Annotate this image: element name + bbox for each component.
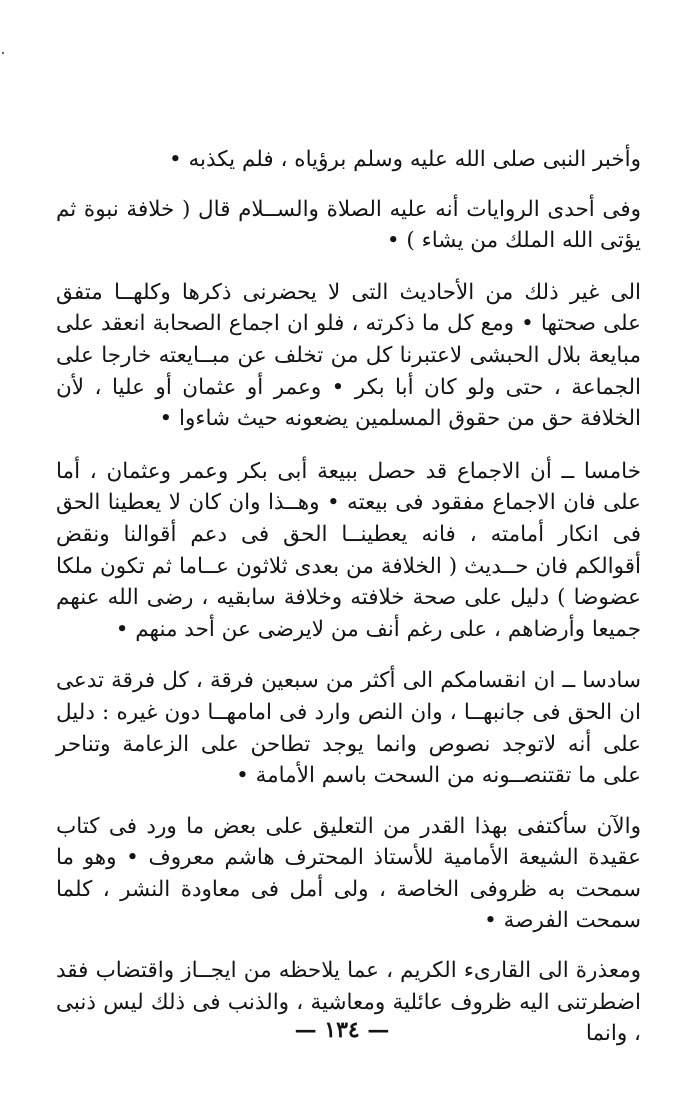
paragraph-7: ومعذرة الى القارىء الكريم ، عما يلاحظه من ايجــاز واقتضاب فقد اضطرتنى اليه ظروف عائلية ومعاشية ، والذنب فى ذلك ليس ذنبى ، وانما [56,958,641,1047]
paragraph-1: وأخبر النبى صلى الله عليه وسلم برؤياه ، فلم يكذبه • [168,147,641,172]
paragraph-5: سادسا ــ ان انقسامكم الى أكثر من سبعين فرقة ، كل فرقة تدعى ان الحق فى جانبهــا ، وان النص وارد فى امامهــا دون غيره : دليل على أنه لاتوجد نصوص وانما يوجد تطاحن على الزعامة وتناحر على ما تقتنصــونه من السحت باسم الأمامة • [56,668,641,789]
scan-speck [2,52,4,54]
paragraph-6: والآن سأكتفى بهذا القدر من التعليق على بعض ما ورد فى كتاب عقيدة الشيعة الأمامية للأستاذ المحترف هاشم معروف • وهو ما سمحت به ظروفى الخاصة ، ولى أمل فى معاودة النشر ، كلما سمحت الفرصة • [56,813,641,934]
paragraph-3: الى غير ذلك من الأحاديث التى لا يحضرنى ذكرها وكلهــا متفق على صحتها • ومع كل ما ذكرته ، فلو ان اجماع الصحابة انعقد على مبايعة بلال الحبشى لاعتبرنا كل من تخلف عن مبــايعته خارجا على الجماعة ، حتى ولو كان أبا بكر • وعمر أو عثمان أو عليا ، لأن الخلافة حق من حقوق المسلمين يضعونه حيث شاءوا • [56,279,641,432]
paragraph-2: وفى أحدى الروايات أنه عليه الصلاة والســلام قال ( خلافة نبوة ثم يؤتى الله الملك من يشاء ) • [56,196,641,254]
body-text [56,144,641,1070]
page-number: — ١٣٤ — [294,1017,390,1043]
paragraph-4: خامسا ــ أن الاجماع قد حصل ببيعة أبى بكر وعمر وعثمان ، أما على فان الاجماع مفقود فى بيعته • وهــذا وان كان لا يعطينا الحق فى انكار أمامته ، فانه يعطينــا الحق فى دعم أقوالنا ونقض أقوالكم فان حــديث ( الخلافة من بعدى ثلاثون عــاما ثم تكون ملكا عضوضا ) دليل على صحة خلافته وخلافة سابقيه ، رضى الله عنهم جميعا وأرضاهم ، على رغم أنف من لايرضى عن أحد منهم • [56,458,641,642]
